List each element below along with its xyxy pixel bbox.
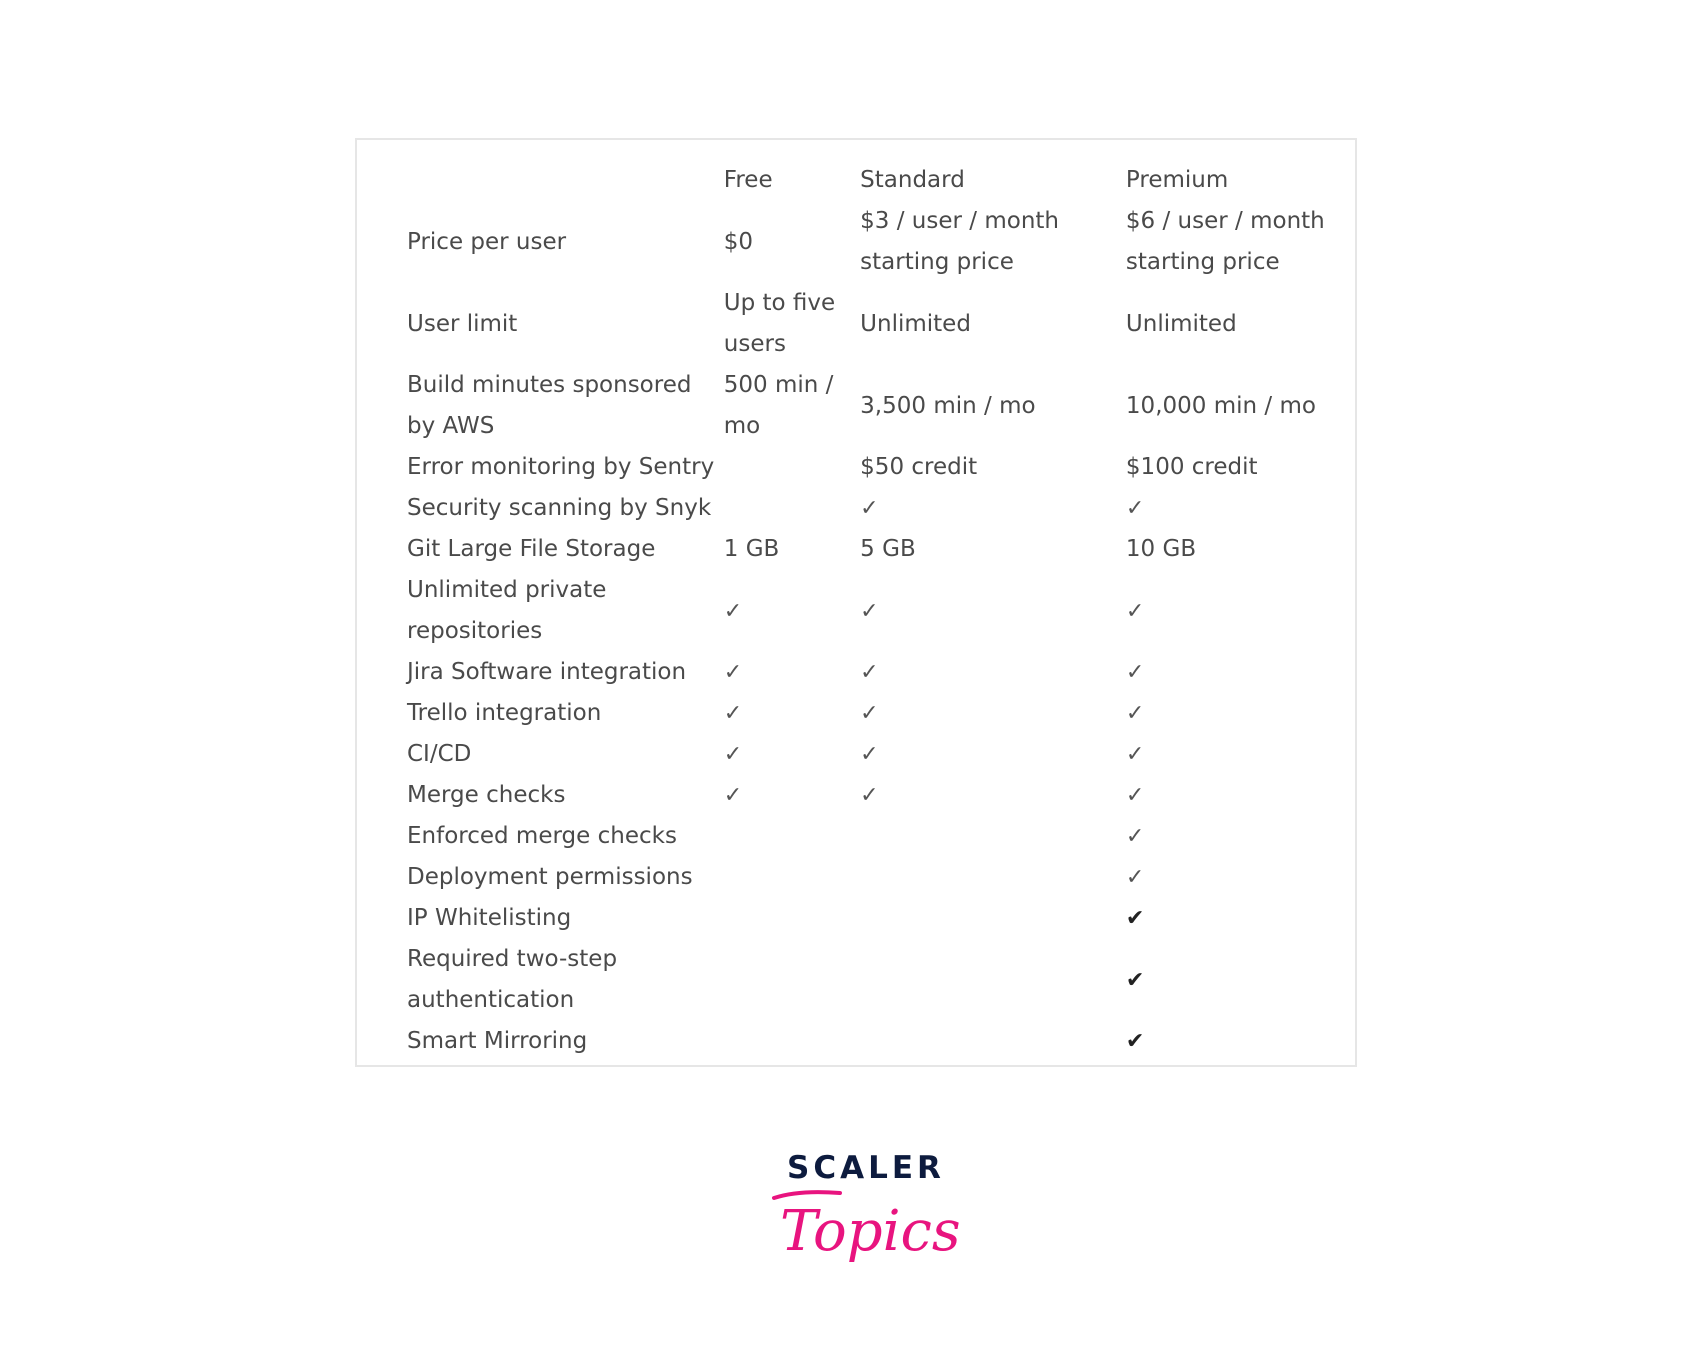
- cell-feature: Merge checks: [407, 782, 566, 808]
- cell-free: [724, 488, 860, 529]
- check-icon: ✔: [1125, 906, 1145, 931]
- cell-feature: Enforced merge checks: [407, 823, 677, 849]
- cell-feature: User limit: [407, 310, 518, 337]
- cell-feature: Build minutes sponsored by AWS: [407, 372, 692, 439]
- cell-free: [724, 1021, 860, 1062]
- table-row: [407, 652, 1355, 693]
- cell-free: [724, 939, 860, 1021]
- table-row: [407, 570, 1355, 652]
- check-icon: ✓: [860, 742, 879, 767]
- header-feature: [407, 160, 724, 201]
- cell-free: [724, 447, 860, 488]
- cell-feature: Unlimited private repositories: [407, 577, 607, 644]
- check-icon: ✓: [723, 783, 743, 808]
- cell-feature: Smart Mirroring: [407, 1028, 588, 1054]
- check-icon: ✔: [1125, 967, 1145, 993]
- cell-free: 1 GB: [723, 536, 780, 562]
- check-icon: ✓: [1125, 496, 1145, 521]
- cell-free: [724, 816, 860, 857]
- check-icon: ✓: [1125, 598, 1145, 624]
- check-icon: ✓: [860, 598, 879, 624]
- logo-wordmark: SCALER: [787, 1150, 945, 1186]
- cell-feature: Deployment permissions: [407, 864, 693, 890]
- table-row: [407, 898, 1355, 939]
- check-icon: ✓: [860, 660, 879, 685]
- cell-standard: [860, 1021, 1126, 1062]
- check-icon: ✓: [1125, 660, 1145, 685]
- logo-script-text: Topics: [780, 1199, 961, 1264]
- cell-standard: Unlimited: [860, 310, 971, 337]
- table-row: [407, 283, 1355, 365]
- cell-feature: Error monitoring by Sentry: [407, 454, 715, 480]
- cell-standard: [860, 898, 1126, 939]
- table-row: [407, 447, 1355, 488]
- table-row: [407, 1021, 1355, 1062]
- check-icon: ✓: [1125, 701, 1145, 726]
- cell-standard: $3 / user / month starting price: [860, 208, 1059, 275]
- cell-premium: Unlimited: [1125, 310, 1237, 337]
- table-row: [407, 365, 1355, 447]
- table-row: [407, 734, 1355, 775]
- cell-standard: 3,500 min / mo: [860, 392, 1036, 419]
- cell-feature: IP Whitelisting: [407, 905, 572, 931]
- check-icon: ✓: [860, 701, 879, 726]
- header-free: Free: [723, 167, 773, 193]
- table-row: [407, 816, 1355, 857]
- cell-premium: $6 / user / month starting price: [1125, 208, 1325, 275]
- cell-standard: [860, 857, 1126, 898]
- check-icon: ✓: [723, 660, 743, 685]
- cell-standard: [860, 939, 1126, 1021]
- table-row: [407, 857, 1355, 898]
- table-row: [407, 775, 1355, 816]
- cell-premium: $100 credit: [1125, 454, 1258, 480]
- check-icon: ✓: [723, 701, 743, 726]
- table-row: [407, 939, 1355, 1021]
- logo-script: [770, 1184, 961, 1280]
- check-icon: ✔: [1125, 1029, 1145, 1054]
- cell-standard: $50 credit: [860, 454, 978, 480]
- pricing-comparison-table: [407, 160, 1355, 1062]
- check-icon: ✓: [1125, 824, 1145, 849]
- cell-feature: Jira Software integration: [407, 659, 687, 685]
- cell-free: Up to five users: [723, 290, 836, 357]
- cell-standard: [860, 816, 1126, 857]
- cell-feature: Git Large File Storage: [407, 536, 656, 562]
- cell-free: [724, 898, 860, 939]
- check-icon: ✓: [723, 598, 743, 624]
- cell-free: [724, 857, 860, 898]
- cell-feature: CI/CD: [407, 741, 472, 767]
- cell-standard: 5 GB: [860, 536, 916, 562]
- check-icon: ✓: [1125, 742, 1145, 767]
- cell-premium: 10,000 min / mo: [1125, 392, 1316, 419]
- cell-premium: 10 GB: [1125, 536, 1197, 562]
- header-premium: Premium: [1125, 167, 1229, 193]
- table-row: [407, 488, 1355, 529]
- header-standard: Standard: [860, 167, 965, 193]
- cell-free: $0: [723, 228, 754, 255]
- check-icon: ✓: [723, 742, 743, 767]
- scaler-topics-logo: [770, 1150, 961, 1280]
- cell-free: 500 min / mo: [723, 372, 834, 439]
- check-icon: ✓: [1125, 783, 1145, 808]
- cell-feature: Trello integration: [407, 700, 602, 726]
- table-body: [407, 201, 1355, 1062]
- table-row: [407, 201, 1355, 283]
- table-row: [407, 693, 1355, 734]
- check-icon: ✓: [860, 783, 879, 808]
- pricing-table-frame: [355, 138, 1357, 1067]
- cell-feature: Price per user: [407, 228, 567, 255]
- table-row: [407, 529, 1355, 570]
- cell-feature: Required two-step authentication: [407, 946, 618, 1013]
- check-icon: ✓: [1125, 865, 1145, 890]
- check-icon: ✓: [860, 496, 879, 521]
- cell-feature: Security scanning by Snyk: [407, 495, 712, 521]
- table-header-row: [407, 160, 1355, 201]
